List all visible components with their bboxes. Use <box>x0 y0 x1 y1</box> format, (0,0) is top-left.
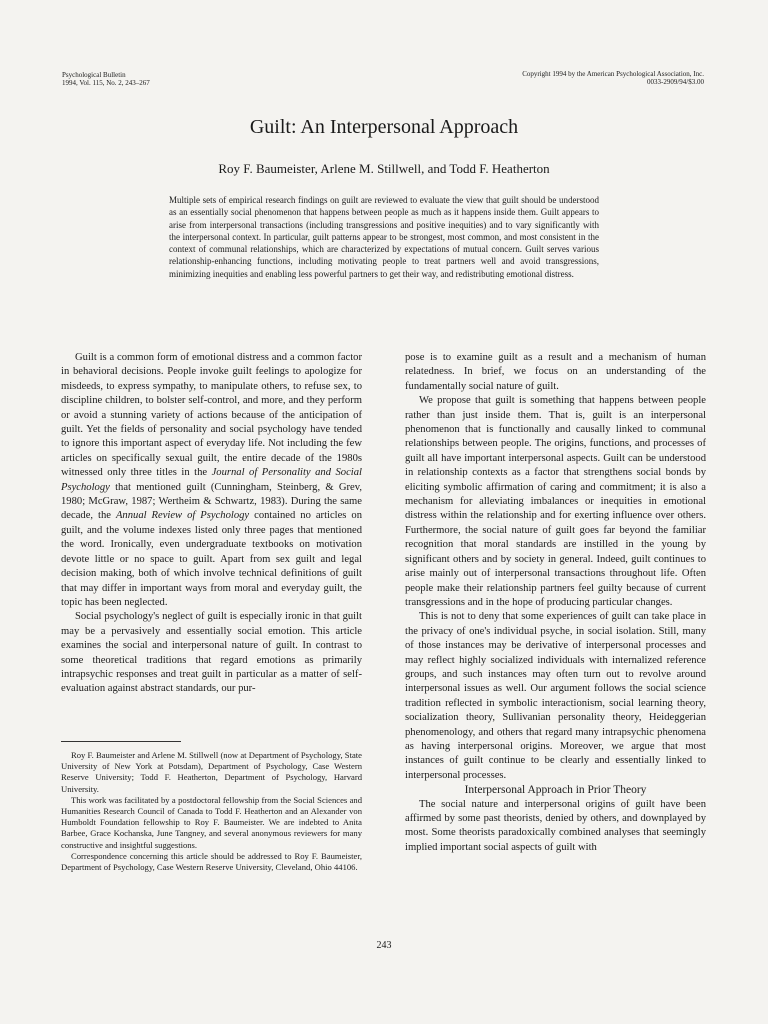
journal-name: Psychological Bulletin <box>62 71 126 79</box>
footnote: Roy F. Baumeister and Arlene M. Stillwell (now at Department of Psychology, State University of New York at Potsdam), Department of Psychology, Case Western Reserve University; Todd F. Heatherton, Department of Psychology, Harvard University. <box>61 750 362 794</box>
article-title: Guilt: An Interpersonal Approach <box>249 116 519 138</box>
copyright-notice <box>522 70 704 86</box>
article-code: 0033-2909/94/$3.00 <box>647 78 704 86</box>
body-paragraph: This is not to deny that some experiences of guilt can take place in the privacy of one's individual psyche, in social isolation. Still, many of those instances may be derivative of interpersonal processes and may reflect highly socialized individuals with internalized reference groups, and such instances may often turn out to revolve around interpersonal issues as well. Our argument follows the social science tradition reflected in symbolic interactionism, social learning theory, socialization theory, Sullivanian personality theory, Heideggerian phenomenology, and others that regard many intrapsychic phenomena as having interpersonal origins. Moreover, we argue that most instances of guilt continue to be clearly and essentially linked to interpersonal processes. <box>405 611 706 781</box>
journal-citation <box>62 71 150 87</box>
body-paragraph: The social nature and interpersonal origins of guilt have been affirmed by some past theorists, denied by others, and downplayed by most. Some theorists paradoxically combined analyses that seemingly implied important social aspects of guilt with <box>405 798 706 853</box>
copyright-text: Copyright 1994 by the American Psychological Association, Inc. <box>522 70 704 78</box>
left-column <box>61 351 362 697</box>
journal-reference: Annual Review of Psychology <box>115 510 250 522</box>
journal-reference: Journal of Personality and Social Psychology <box>61 467 362 493</box>
body-paragraph: We propose that guilt is something that happens between people rather than just inside them. That is, guilt is an interpersonal phenomenon that is functionally and causally linked to communal relationships between people. The origins, functions, and processes of guilt all have important interpersonal aspects. Guilt can be understood in relationship contexts as a factor that strengthens social bonds by eliciting symbolic affirmation of caring and commitment; it is also a mechanism for alleviating imbalances or inequities in emotional distress within the relationship and for exerting influence over others. Furthermore, the social nature of guilt goes far beyond the familiar recognition that moral standards are instilled in the young by significant others and by society in general. Indeed, guilt continues to arise mainly out of interpersonal transactions throughout life. Often people make their relationship partners feel guilty because of current transgressions and in the hope of producing particular changes. <box>405 395 706 608</box>
abstract: Multiple sets of empirical research findings on guilt are reviewed to evaluate the view that guilt should be understood as an essentially social phenomenon that happens between people as much as it happens inside them. Guilt appears to arise from interpersonal transactions (including transgressions and positive inequities) and to vary significantly with the interpersonal context. In particular, guilt patterns appear to be strongest, most common, and most consistent in the context of communal relationships, which are characterized by expectations of mutual concern. Guilt serves various relationship-enhancing functions, including motivating people to treat partners well and avoid transgressions, minimizing inequities and enabling less powerful partners to get their way, and redistributing emotional distress. <box>169 195 599 279</box>
footnote: Correspondence concerning this article should be addressed to Roy F. Baumeister, Department of Psychology, Case Western Reserve University, Cleveland, Ohio 44106. <box>61 850 362 873</box>
section-heading: Interpersonal Approach in Prior Theory <box>464 784 647 797</box>
right-column <box>405 351 706 855</box>
body-paragraph: Social psychology's neglect of guilt is especially ironic in that guilt may be a pervasively and essentially social emotion. This article examines the social and interpersonal nature of guilt. In contrast to some theoretical traditions that regard emotions as primarily intrapsychic responses and treat guilt in particular as a matter of self-evaluation against abstract standards, our pur- <box>61 611 362 695</box>
footnote-divider <box>61 741 181 742</box>
footnote: This work was facilitated by a postdoctoral fellowship from the Social Sciences and Humanities Research Council of Canada to Todd F. Heatherton and an Alexander von Humboldt Foundation fellowship to Roy F. Baumeister. We are indebted to Anita Barbee, Grace Kochanska, June Tangney, and several anonymous reviewers for many constructive and insightful suggestions. <box>61 794 362 850</box>
body-paragraph: pose is to examine guilt as a result and a mechanism of human relatedness. In brief, we focus on an understanding of the fundamentally social nature of guilt. <box>405 352 706 392</box>
page-number: 243 <box>376 940 392 951</box>
article-authors: Roy F. Baumeister, Arlene M. Stillwell, and Todd F. Heatherton <box>218 161 550 176</box>
author-note <box>61 750 362 873</box>
journal-volume: 1994, Vol. 115, No. 2, 243–267 <box>62 79 150 87</box>
body-paragraph: Guilt is a common form of emotional distress and a common factor in behavioral decisions. People invoke guilt feelings to apologize for misdeeds, to express sympathy, to manipulate others, to refuse sex, to discipline children, to bolster self-control, and more, and they perform or avoid a stunning variety of actions because of the anticipation of guilt. Yet the fields of personality and social psychology have tended to ignore this important aspect of everyday life. Not including the few articles on specifically sexual guilt, the entire decade of the 1980s witnessed only three titles in the Journal of Personality and Social Psychology that mentioned guilt (Cunningham, Steinberg, & Grev, 1980; McGraw, 1987; Wertheim & Schwartz, 1983). During the same decade, the Annual Review of Psychology contained no articles on guilt, and the volume indexes listed only three pages that mentioned the word. Ironically, even undergraduate textbooks on motivation devote little or no space to guilt. Apart from sex guilt and legal decision making, both of which involve technical definitions of guilt that may differ in important ways from moral and everyday guilt, the topic has been neglected. <box>61 352 362 608</box>
